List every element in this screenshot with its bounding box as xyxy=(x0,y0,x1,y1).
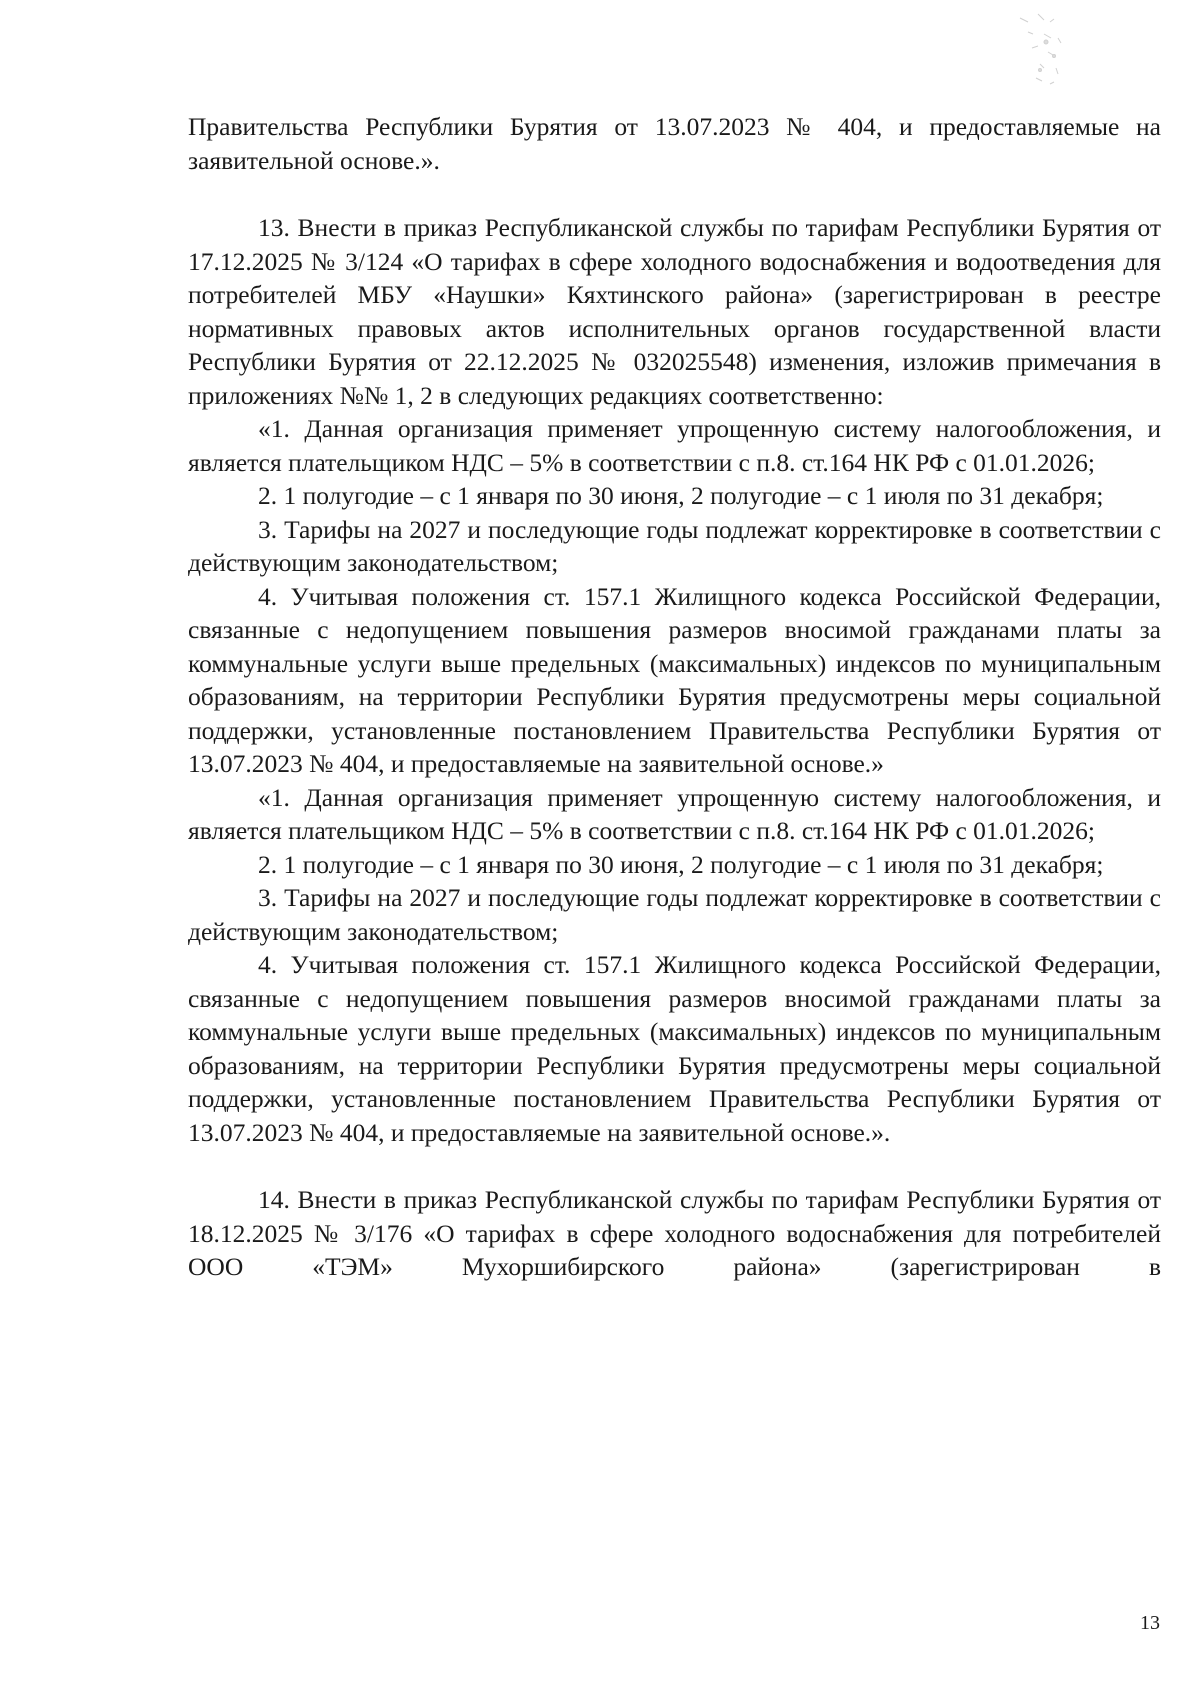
note-3-second: 3. Тарифы на 2027 и последующие годы подлежат корректировке в соответствии с действующим законодательством; xyxy=(188,883,1161,946)
note-1-first: «1. Данная организация применяет упрощенную систему налогообложения, и является плательщиком НДС – 5% в соответствии с п.8. ст.164 НК РФ с 01.01.2026; xyxy=(188,414,1161,477)
note-3-first: 3. Тарифы на 2027 и последующие годы подлежат корректировке в соответствии с действующим законодательством; xyxy=(188,514,1161,577)
note-4-second: 4. Учитывая положения ст. 157.1 Жилищного кодекса Российской Федерации, связанные с недопущением повышения размеров вносимой гражданами платы за коммунальные услуги выше предельных (максимальных) индексов по муниципальным образованиям, на территории Республики Бурятия предусмотрены меры социальной поддержки, установленные постановлением Правительства Республики Бурятия от 13.07.2023 № 404, и предоставляемые на заявительной основе.». xyxy=(188,950,1161,1147)
note-1-second: «1. Данная организация применяет упрощенную систему налогообложения, и является плательщиком НДС – 5% в соответствии с п.8. ст.164 НК РФ с 01.01.2026; xyxy=(188,782,1161,845)
body-text xyxy=(188,110,1161,1284)
note-4-first: 4. Учитывая положения ст. 157.1 Жилищного кодекса Российской Федерации, связанные с недопущением повышения размеров вносимой гражданами платы за коммунальные услуги выше предельных (максимальных) индексов по муниципальным образованиям, на территории Республики Бурятия предусмотрены меры социальной поддержки, установленные постановлением Правительства Республики Бурятия от 13.07.2023 № 404, и предоставляемые на заявительной основе.» xyxy=(188,581,1161,778)
paragraph-continuation: Правительства Республики Бурятия от 13.07.2023 № 404, и предоставляемые на заявительной основе.». xyxy=(188,112,1161,175)
note-2-first: 2. 1 полугодие – с 1 января по 30 июня, 2 полугодие – с 1 июля по 31 декабря; xyxy=(258,481,1104,510)
paragraph-item-13: 13. Внести в приказ Республиканской службы по тарифам Республики Бурятия от 17.12.2025 № 3/124 «О тарифах в сфере холодного водоснабжения и водоотведения для потребителей МБУ «Наушки» Кяхтинского района» (зарегистрирован в реестре нормативных правовых актов исполнительных органов государственной власти Республики Бурятия от 22.12.2025 № 032025548) изменения, изложив примечания в приложениях №№ 1, 2 в следующих редакциях соответственно: xyxy=(188,213,1161,410)
stamp-mark-icon xyxy=(1010,8,1080,93)
note-2-second: 2. 1 полугодие – с 1 января по 30 июня, 2 полугодие – с 1 июля по 31 декабря; xyxy=(258,849,1104,879)
paragraph-item-14: 14. Внести в приказ Республиканской службы по тарифам Республики Бурятия от 18.12.2025 № 3/176 «О тарифах в сфере холодного водоснабжения для потребителей ООО «ТЭМ» Мухоршибирского района» (зарегистрирован в xyxy=(188,1185,1161,1281)
page-number: 13 xyxy=(1140,1612,1160,1634)
